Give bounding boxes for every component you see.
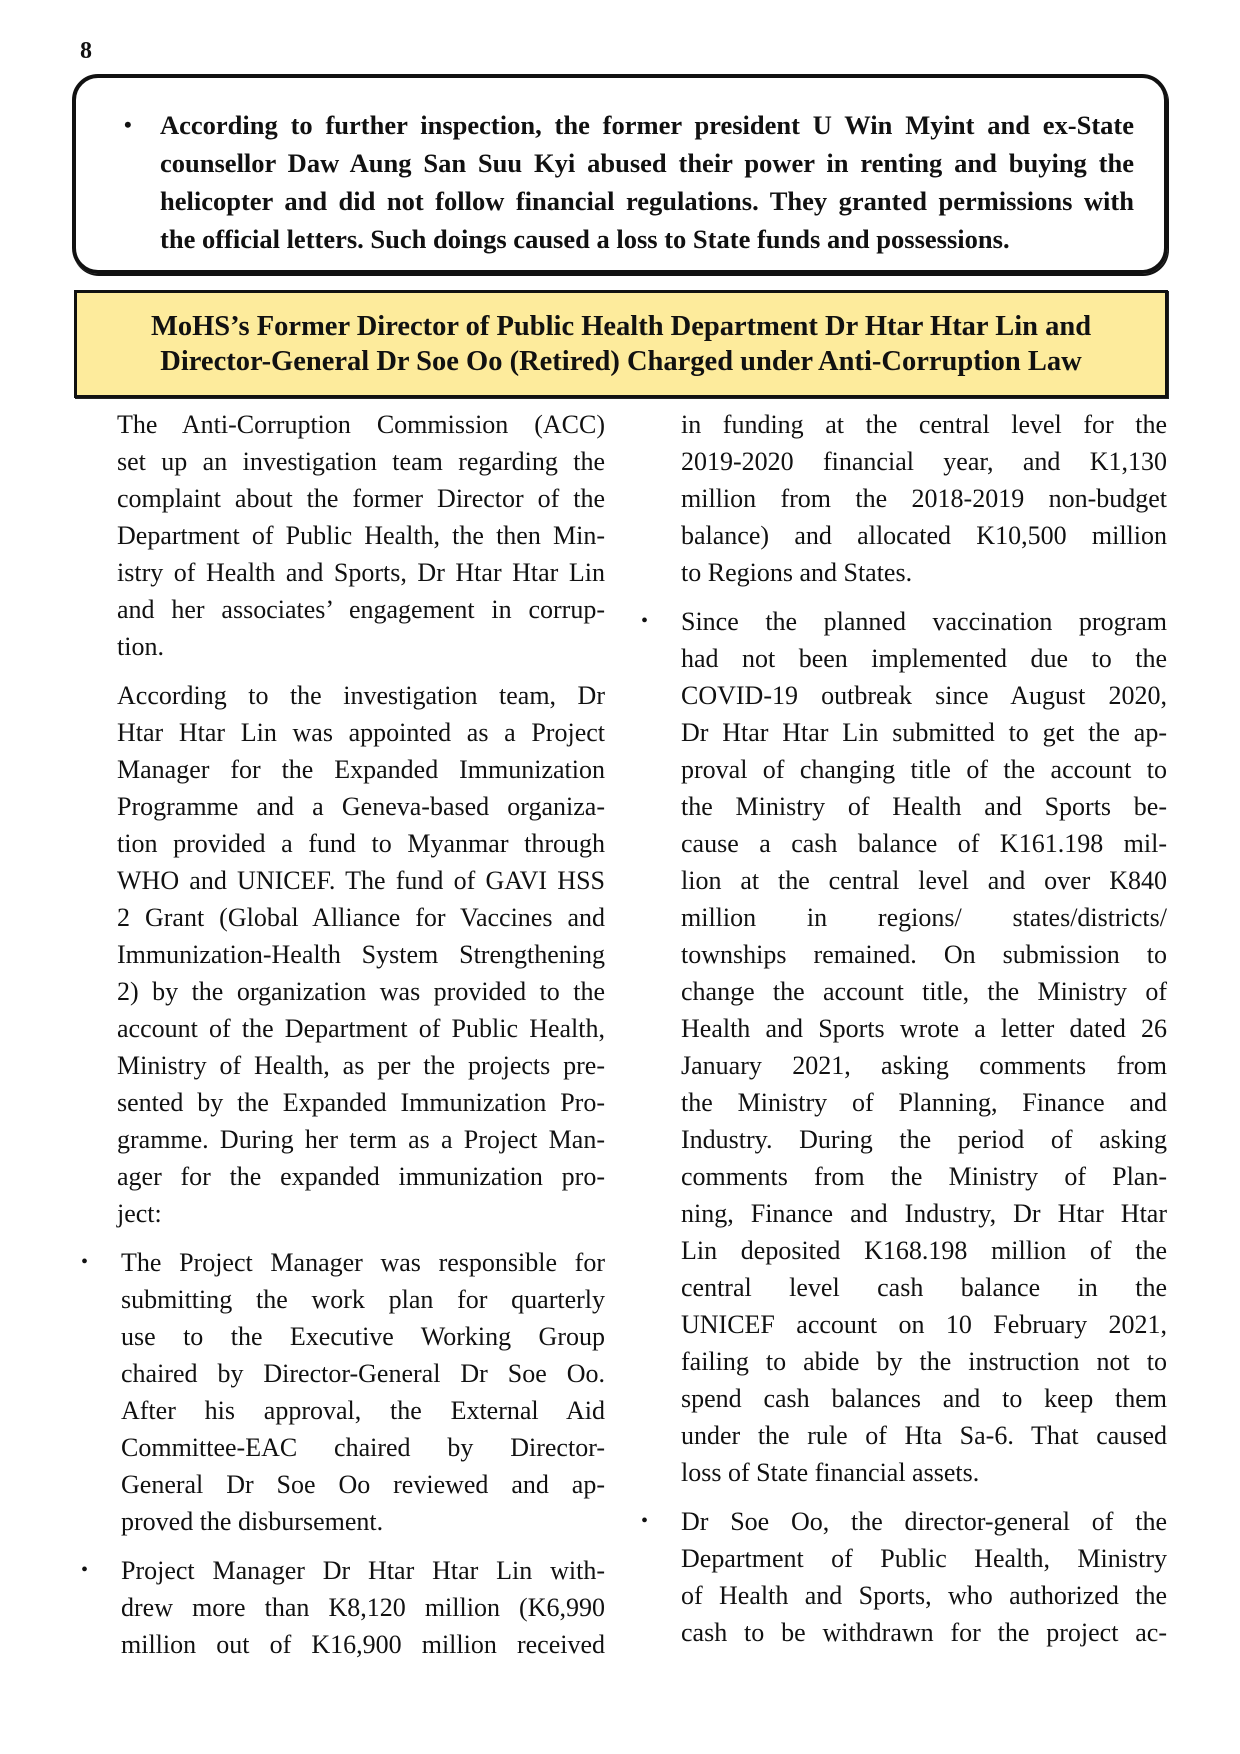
text-line: townships remained. On submission to	[681, 940, 1167, 969]
text-line: ager for the expanded immunization pro-	[117, 1162, 605, 1191]
text-line: comments from the Ministry of Plan-	[681, 1162, 1167, 1191]
callout-line: helicopter and did not follow financial regulations. They granted permissions with	[160, 186, 1134, 216]
text-line: Committee-EAC chaired by Director-	[121, 1433, 605, 1462]
text-line: January 2021, asking comments from	[681, 1051, 1167, 1080]
text-line: istry of Health and Sports, Dr Htar Htar Lin	[117, 558, 605, 587]
text-line: submitting the work plan for quarterly	[121, 1285, 605, 1314]
text-line: drew more than K8,120 million (K6,990	[121, 1593, 605, 1622]
text-line: complaint about the former Director of the	[117, 484, 605, 513]
text-line: cause a cash balance of K161.198 mil-	[681, 829, 1167, 858]
text-line: of Health and Sports, who authorized the	[681, 1581, 1167, 1610]
text-line: in funding at the central level for the	[681, 410, 1167, 439]
text-line: Since the planned vaccination program	[681, 607, 1167, 636]
bullet-item-director-general	[641, 1503, 1167, 1651]
text-line: 2) by the organization was provided to the	[117, 977, 605, 1006]
continuation-paragraph	[641, 406, 1167, 591]
text-line: Industry. During the period of asking	[681, 1125, 1167, 1154]
text-line: loss of State financial assets.	[681, 1458, 980, 1487]
text-line: UNICEF account on 10 February 2021,	[681, 1310, 1167, 1339]
text-line: The Anti-Corruption Commission (ACC)	[117, 410, 605, 439]
bullet-text	[121, 1552, 605, 1663]
bullet-icon: •	[81, 1559, 89, 1581]
investigation-paragraph	[81, 677, 605, 1232]
text-line: central level cash balance in the	[681, 1273, 1167, 1302]
heading-line-1: MoHS’s Former Director of Public Health Department Dr Htar Htar Lin and	[150, 311, 1092, 342]
text-line: 2019-2020 financial year, and K1,130	[681, 447, 1167, 476]
text-line: million out of K16,900 million received	[121, 1630, 605, 1659]
callout-line: counsellor Daw Aung San Suu Kyi abused their power in renting and buying the	[160, 148, 1134, 178]
text-line: Department of Public Health, Ministry	[681, 1544, 1167, 1573]
text-line: Health and Sports wrote a letter dated 26	[681, 1014, 1167, 1043]
text-line: Immunization-Health System Strengthening	[117, 940, 605, 969]
text-line: cash to be withdrawn for the project ac-	[681, 1618, 1167, 1647]
left-column	[81, 406, 605, 1675]
text-line: Lin deposited K168.198 million of the	[681, 1236, 1167, 1265]
text-line: tion.	[117, 632, 164, 661]
text-line: 2 Grant (Global Alliance for Vaccines and	[117, 903, 605, 932]
bullet-item-work-plan	[81, 1244, 605, 1540]
page-number: 8	[80, 38, 92, 64]
text-line: account of the Department of Public Health,	[117, 1014, 605, 1043]
bullet-icon: •	[641, 610, 649, 632]
text-line: lion at the central level and over K840	[681, 866, 1167, 895]
callout-text	[160, 106, 1134, 258]
bullet-text	[681, 1503, 1167, 1651]
text-line: Manager for the Expanded Immunization	[117, 755, 605, 784]
text-line: gramme. During her term as a Project Man-	[117, 1125, 605, 1154]
text-line: failing to abide by the instruction not to	[681, 1347, 1167, 1376]
bullet-text	[121, 1244, 605, 1540]
text-line: Department of Public Health, the then Min-	[117, 521, 605, 550]
callout-line: According to further inspection, the former president U Win Myint and ex-State	[160, 110, 1134, 140]
bullet-icon: •	[641, 1510, 649, 1532]
right-column	[641, 406, 1167, 1663]
text-line: balance) and allocated K10,500 million	[681, 521, 1167, 550]
text-line: chaired by Director-General Dr Soe Oo.	[121, 1359, 605, 1388]
bullet-item-vaccination	[641, 603, 1167, 1491]
text-line: the Ministry of Planning, Finance and	[681, 1088, 1167, 1117]
text-line: COVID-19 outbreak since August 2020,	[681, 681, 1167, 710]
text-line: WHO and UNICEF. The fund of GAVI HSS	[117, 866, 605, 895]
text-line: the Ministry of Health and Sports be-	[681, 792, 1167, 821]
text-line: set up an investigation team regarding the	[117, 447, 605, 476]
text-line: million from the 2018-2019 non-budget	[681, 484, 1167, 513]
text-line: General Dr Soe Oo reviewed and ap-	[121, 1470, 605, 1499]
text-line: proval of changing title of the account to	[681, 755, 1167, 784]
text-line: tion provided a fund to Myanmar through	[117, 829, 605, 858]
highlight-callout-box	[72, 74, 1168, 274]
text-line: The Project Manager was responsible for	[121, 1248, 605, 1277]
article-heading	[74, 290, 1168, 398]
text-line: Htar Htar Lin was appointed as a Project	[117, 718, 605, 747]
text-line: and her associates’ engagement in corrup-	[117, 595, 605, 624]
text-line: Ministry of Health, as per the projects pre-	[117, 1051, 605, 1080]
text-line: sented by the Expanded Immunization Pro-	[117, 1088, 605, 1117]
bullet-icon: •	[124, 112, 132, 137]
text-line: According to the investigation team, Dr	[117, 681, 605, 710]
callout-line: the official letters. Such doings caused a loss to State funds and possessions.	[160, 224, 1010, 254]
text-line: Project Manager Dr Htar Htar Lin with-	[121, 1556, 605, 1585]
heading-line-2: Director-General Dr Soe Oo (Retired) Charged under Anti-Corruption Law	[160, 346, 1082, 377]
text-line: ning, Finance and Industry, Dr Htar Htar	[681, 1199, 1167, 1228]
text-line: use to the Executive Working Group	[121, 1322, 605, 1351]
bullet-text	[681, 603, 1167, 1491]
text-line: million in regions/ states/districts/	[681, 903, 1167, 932]
bullet-icon: •	[81, 1251, 89, 1273]
intro-paragraph	[81, 406, 605, 665]
text-line: to Regions and States.	[681, 558, 913, 587]
text-line: under the rule of Hta Sa-6. That caused	[681, 1421, 1167, 1450]
text-line: had not been implemented due to the	[681, 644, 1167, 673]
text-line: proved the disbursement.	[121, 1507, 384, 1536]
text-line: spend cash balances and to keep them	[681, 1384, 1167, 1413]
text-line: After his approval, the External Aid	[121, 1396, 605, 1425]
text-line: ject:	[117, 1199, 162, 1228]
text-line: Programme and a Geneva-based organiza-	[117, 792, 605, 821]
text-line: change the account title, the Ministry of	[681, 977, 1167, 1006]
text-line: Dr Soe Oo, the director-general of the	[681, 1507, 1167, 1536]
bullet-item-withdrawal	[81, 1552, 605, 1663]
text-line: Dr Htar Htar Lin submitted to get the ap-	[681, 718, 1167, 747]
